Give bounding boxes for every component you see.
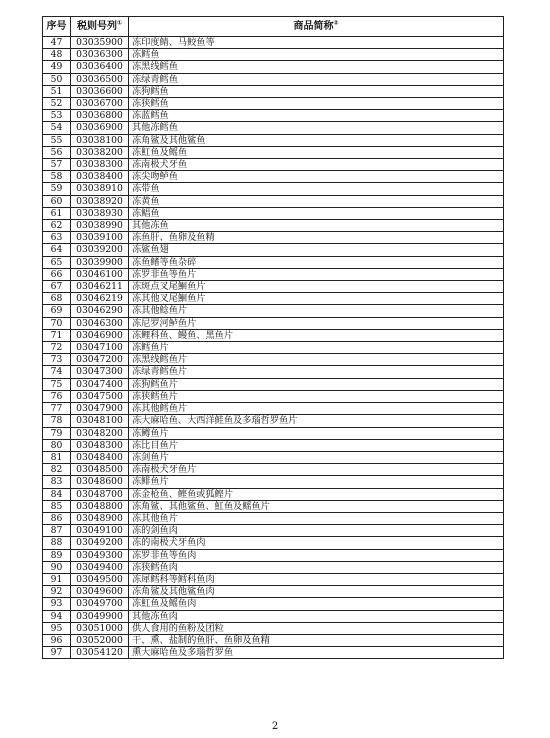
row-seq: 83 bbox=[43, 476, 71, 488]
table-row bbox=[43, 378, 504, 390]
row-seq: 61 bbox=[43, 207, 71, 219]
row-name: 冻其他鱼片 bbox=[129, 512, 504, 524]
row-seq: 86 bbox=[43, 512, 71, 524]
row-name: 冻尖吻鲈鱼 bbox=[129, 171, 504, 183]
row-seq: 78 bbox=[43, 415, 71, 427]
row-seq: 84 bbox=[43, 488, 71, 500]
row-name: 其他冻鱼 bbox=[129, 220, 504, 232]
row-code: 03036900 bbox=[71, 122, 129, 134]
row-name: 冻角鲨、其他鲨鱼、魟鱼及鳐鱼片 bbox=[129, 500, 504, 512]
row-code: 03039100 bbox=[71, 232, 129, 244]
table-row bbox=[43, 195, 504, 207]
row-seq: 58 bbox=[43, 171, 71, 183]
row-seq: 82 bbox=[43, 464, 71, 476]
row-seq: 97 bbox=[43, 647, 71, 659]
row-name: 冻黑线鳕鱼片 bbox=[129, 354, 504, 366]
page-number: 2 bbox=[271, 721, 279, 732]
row-code: 03048100 bbox=[71, 415, 129, 427]
row-name: 冻黑线鳕鱼 bbox=[129, 61, 504, 73]
table-row bbox=[43, 329, 504, 341]
table-row bbox=[43, 256, 504, 268]
table-row bbox=[43, 476, 504, 488]
row-name: 冻比目鱼片 bbox=[129, 439, 504, 451]
row-name: 冻蓝鳕鱼 bbox=[129, 110, 504, 122]
row-code: 03038200 bbox=[71, 146, 129, 158]
row-seq: 87 bbox=[43, 525, 71, 537]
row-name: 冻罗非鱼等鱼片 bbox=[129, 268, 504, 280]
table-row bbox=[43, 244, 504, 256]
row-seq: 52 bbox=[43, 98, 71, 110]
row-name: 熏大麻哈鱼及多瑙哲罗鱼 bbox=[129, 647, 504, 659]
table-row bbox=[43, 525, 504, 537]
row-code: 03046211 bbox=[71, 281, 129, 293]
row-code: 03048900 bbox=[71, 512, 129, 524]
row-seq: 68 bbox=[43, 293, 71, 305]
table-row bbox=[43, 110, 504, 122]
row-name: 冻鱼鳍等鱼杂碎 bbox=[129, 256, 504, 268]
row-seq: 81 bbox=[43, 451, 71, 463]
table-row bbox=[43, 37, 504, 49]
row-name: 冻南极犬牙鱼 bbox=[129, 159, 504, 171]
table-row bbox=[43, 317, 504, 329]
row-name: 冻鳕鱼 bbox=[129, 49, 504, 61]
row-code: 03049900 bbox=[71, 610, 129, 622]
table-row bbox=[43, 268, 504, 280]
footnote-mark: ① bbox=[116, 19, 123, 27]
row-seq: 76 bbox=[43, 390, 71, 402]
row-seq: 65 bbox=[43, 256, 71, 268]
row-name: 冻尼罗河鲈鱼片 bbox=[129, 317, 504, 329]
table-row bbox=[43, 610, 504, 622]
row-code: 03051000 bbox=[71, 622, 129, 634]
row-name: 冻斑点叉尾鮰鱼片 bbox=[129, 281, 504, 293]
row-name: 冻角鲨及其他鲨鱼肉 bbox=[129, 586, 504, 598]
table-row bbox=[43, 122, 504, 134]
table-row bbox=[43, 439, 504, 451]
row-name: 冻鲳鱼 bbox=[129, 207, 504, 219]
row-code: 03038990 bbox=[71, 220, 129, 232]
row-code: 03036800 bbox=[71, 110, 129, 122]
row-name: 冻罗非鱼等鱼肉 bbox=[129, 549, 504, 561]
row-seq: 93 bbox=[43, 598, 71, 610]
row-code: 03048700 bbox=[71, 488, 129, 500]
row-seq: 94 bbox=[43, 610, 71, 622]
row-seq: 95 bbox=[43, 622, 71, 634]
row-name: 冻带鱼 bbox=[129, 183, 504, 195]
row-code: 03047500 bbox=[71, 390, 129, 402]
table-row bbox=[43, 549, 504, 561]
row-code: 03036500 bbox=[71, 73, 129, 85]
row-code: 03047900 bbox=[71, 403, 129, 415]
table-row bbox=[43, 354, 504, 366]
row-name: 其他冻鳕鱼 bbox=[129, 122, 504, 134]
row-seq: 63 bbox=[43, 232, 71, 244]
row-seq: 77 bbox=[43, 403, 71, 415]
row-seq: 56 bbox=[43, 146, 71, 158]
row-seq: 69 bbox=[43, 305, 71, 317]
row-code: 03038930 bbox=[71, 207, 129, 219]
table-row bbox=[43, 573, 504, 585]
row-name: 冻狭鳕鱼 bbox=[129, 98, 504, 110]
row-code: 03048300 bbox=[71, 439, 129, 451]
row-name: 冻黄鱼 bbox=[129, 195, 504, 207]
row-code: 03054120 bbox=[71, 647, 129, 659]
row-code: 03038300 bbox=[71, 159, 129, 171]
row-code: 03049300 bbox=[71, 549, 129, 561]
row-seq: 53 bbox=[43, 110, 71, 122]
row-seq: 55 bbox=[43, 134, 71, 146]
row-code: 03046300 bbox=[71, 317, 129, 329]
row-code: 03035900 bbox=[71, 37, 129, 49]
header-code: 税则号列① bbox=[71, 17, 129, 37]
row-seq: 73 bbox=[43, 354, 71, 366]
table-row bbox=[43, 305, 504, 317]
row-code: 03048200 bbox=[71, 427, 129, 439]
row-seq: 50 bbox=[43, 73, 71, 85]
row-name: 冻印度鲭、马鲛鱼等 bbox=[129, 37, 504, 49]
table-row bbox=[43, 622, 504, 634]
row-name: 冻南极犬牙鱼片 bbox=[129, 464, 504, 476]
row-seq: 49 bbox=[43, 61, 71, 73]
row-seq: 71 bbox=[43, 329, 71, 341]
table-row bbox=[43, 647, 504, 659]
row-name: 冻的剑鱼肉 bbox=[129, 525, 504, 537]
row-code: 03049700 bbox=[71, 598, 129, 610]
row-name: 供人食用的鱼粉及团粒 bbox=[129, 622, 504, 634]
row-name: 冻其他鲶鱼片 bbox=[129, 305, 504, 317]
tariff-table bbox=[42, 16, 504, 659]
row-name: 冻角鲨及其他鲨鱼 bbox=[129, 134, 504, 146]
row-name: 冻狗鳕鱼 bbox=[129, 85, 504, 97]
row-code: 03049400 bbox=[71, 561, 129, 573]
table-row bbox=[43, 207, 504, 219]
row-seq: 51 bbox=[43, 85, 71, 97]
row-code: 03047100 bbox=[71, 342, 129, 354]
row-seq: 80 bbox=[43, 439, 71, 451]
table-row bbox=[43, 403, 504, 415]
table-row bbox=[43, 451, 504, 463]
row-code: 03049500 bbox=[71, 573, 129, 585]
table-row bbox=[43, 220, 504, 232]
table-row bbox=[43, 586, 504, 598]
row-code: 03048500 bbox=[71, 464, 129, 476]
row-seq: 60 bbox=[43, 195, 71, 207]
row-name: 其他冻鱼肉 bbox=[129, 610, 504, 622]
row-name: 冻绿青鳕鱼 bbox=[129, 73, 504, 85]
row-seq: 89 bbox=[43, 549, 71, 561]
row-name: 冻鳟鱼片 bbox=[129, 427, 504, 439]
row-code: 03036700 bbox=[71, 98, 129, 110]
row-code: 03046290 bbox=[71, 305, 129, 317]
row-seq: 66 bbox=[43, 268, 71, 280]
table-row bbox=[43, 183, 504, 195]
table-row bbox=[43, 598, 504, 610]
row-code: 03048800 bbox=[71, 500, 129, 512]
table-row bbox=[43, 390, 504, 402]
row-name: 冻鳕鱼片 bbox=[129, 342, 504, 354]
row-name: 冻绿青鳕鱼片 bbox=[129, 366, 504, 378]
table-row bbox=[43, 415, 504, 427]
row-code: 03038920 bbox=[71, 195, 129, 207]
table-row bbox=[43, 488, 504, 500]
row-code: 03038100 bbox=[71, 134, 129, 146]
row-code: 03048600 bbox=[71, 476, 129, 488]
row-seq: 67 bbox=[43, 281, 71, 293]
row-code: 03048400 bbox=[71, 451, 129, 463]
row-seq: 47 bbox=[43, 37, 71, 49]
row-name: 冻鲨鱼翅 bbox=[129, 244, 504, 256]
row-name: 冻鲤科鱼、鳗鱼、黑鱼片 bbox=[129, 329, 504, 341]
table-row bbox=[43, 537, 504, 549]
row-seq: 64 bbox=[43, 244, 71, 256]
row-code: 03049600 bbox=[71, 586, 129, 598]
table-row bbox=[43, 500, 504, 512]
table-row bbox=[43, 232, 504, 244]
table-row bbox=[43, 85, 504, 97]
row-seq: 75 bbox=[43, 378, 71, 390]
row-seq: 57 bbox=[43, 159, 71, 171]
table-row bbox=[43, 171, 504, 183]
row-code: 03038910 bbox=[71, 183, 129, 195]
row-code: 03046219 bbox=[71, 293, 129, 305]
table-row bbox=[43, 49, 504, 61]
row-name: 冻狗鳕鱼片 bbox=[129, 378, 504, 390]
footnote-mark: ② bbox=[333, 19, 339, 27]
row-seq: 70 bbox=[43, 317, 71, 329]
row-name: 冻犀鳕科等鳕科鱼肉 bbox=[129, 573, 504, 585]
table-row bbox=[43, 464, 504, 476]
row-name: 冻金枪鱼、鲣鱼或狐鲣片 bbox=[129, 488, 504, 500]
table-row bbox=[43, 159, 504, 171]
row-code: 03036600 bbox=[71, 85, 129, 97]
table-row bbox=[43, 561, 504, 573]
table-row bbox=[43, 73, 504, 85]
table-row bbox=[43, 98, 504, 110]
header-seq: 序号 bbox=[43, 17, 71, 37]
row-name: 冻狭鳕鱼片 bbox=[129, 390, 504, 402]
row-name: 冻狭鳕鱼肉 bbox=[129, 561, 504, 573]
row-name: 冻其他鳕鱼片 bbox=[129, 403, 504, 415]
table-body bbox=[43, 37, 504, 659]
row-name: 干、熏、盐制的鱼肝、鱼卵及鱼精 bbox=[129, 634, 504, 646]
row-seq: 85 bbox=[43, 500, 71, 512]
row-code: 03036400 bbox=[71, 61, 129, 73]
table-row bbox=[43, 146, 504, 158]
row-seq: 48 bbox=[43, 49, 71, 61]
row-name: 冻剑鱼片 bbox=[129, 451, 504, 463]
table-row bbox=[43, 281, 504, 293]
row-code: 03039900 bbox=[71, 256, 129, 268]
table-row bbox=[43, 342, 504, 354]
row-seq: 54 bbox=[43, 122, 71, 134]
row-seq: 62 bbox=[43, 220, 71, 232]
row-code: 03036300 bbox=[71, 49, 129, 61]
row-name: 冻魟鱼及鳐鱼肉 bbox=[129, 598, 504, 610]
row-code: 03047400 bbox=[71, 378, 129, 390]
row-name: 冻大麻哈鱼、大西洋鲑鱼及多瑙哲罗鱼片 bbox=[129, 415, 504, 427]
row-seq: 91 bbox=[43, 573, 71, 585]
table-row bbox=[43, 134, 504, 146]
row-seq: 74 bbox=[43, 366, 71, 378]
row-seq: 88 bbox=[43, 537, 71, 549]
table-row bbox=[43, 366, 504, 378]
row-code: 03046900 bbox=[71, 329, 129, 341]
row-name: 冻其他叉尾鮰鱼片 bbox=[129, 293, 504, 305]
row-name: 冻鲱鱼片 bbox=[129, 476, 504, 488]
row-seq: 79 bbox=[43, 427, 71, 439]
row-code: 03052000 bbox=[71, 634, 129, 646]
row-seq: 96 bbox=[43, 634, 71, 646]
row-code: 03047200 bbox=[71, 354, 129, 366]
row-seq: 72 bbox=[43, 342, 71, 354]
table-row bbox=[43, 61, 504, 73]
row-code: 03046100 bbox=[71, 268, 129, 280]
row-seq: 90 bbox=[43, 561, 71, 573]
row-code: 03039200 bbox=[71, 244, 129, 256]
table-row bbox=[43, 293, 504, 305]
row-name: 冻魟鱼及鳐鱼 bbox=[129, 146, 504, 158]
row-name: 冻鱼肝、鱼卵及鱼精 bbox=[129, 232, 504, 244]
table-header-row bbox=[43, 17, 504, 37]
row-code: 03049100 bbox=[71, 525, 129, 537]
row-code: 03049200 bbox=[71, 537, 129, 549]
row-code: 03047300 bbox=[71, 366, 129, 378]
row-seq: 92 bbox=[43, 586, 71, 598]
table-row bbox=[43, 427, 504, 439]
header-name: 商品简称② bbox=[129, 17, 504, 37]
table-row bbox=[43, 634, 504, 646]
row-code: 03038400 bbox=[71, 171, 129, 183]
table-row bbox=[43, 512, 504, 524]
row-name: 冻的南极犬牙鱼肉 bbox=[129, 537, 504, 549]
row-seq: 59 bbox=[43, 183, 71, 195]
